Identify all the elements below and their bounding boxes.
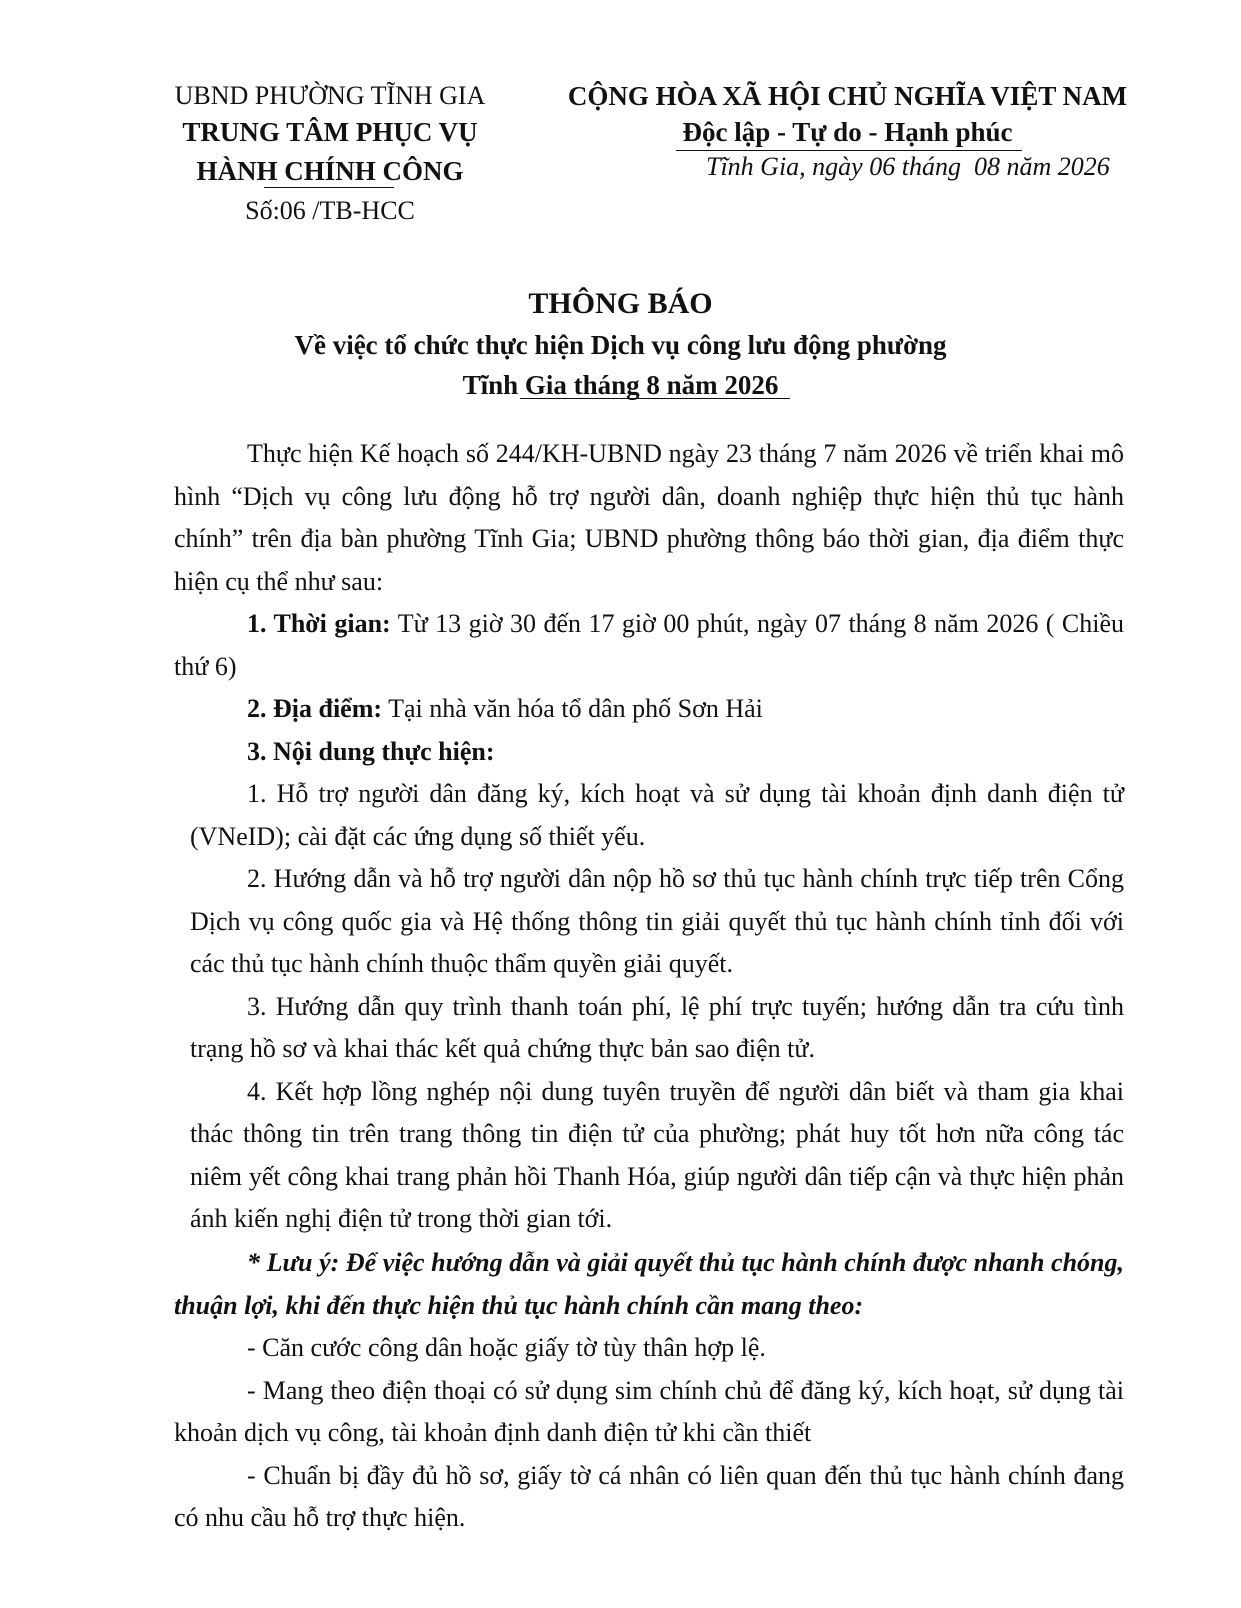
national-title: CỘNG HÒA XÃ HỘI CHỦ NGHĨA VIỆT NAM bbox=[567, 81, 1128, 111]
issuing-unit-line1: TRUNG TÂM PHỤC VỤ bbox=[182, 117, 478, 147]
content-item-2: 2. Hướng dẫn và hỗ trợ người dân nộp hồ sơ thủ tục hành chính trực tiếp trên Cổng Dịch vụ công quốc gia và Hệ thống thông tin giải quyết thủ tục hành chính tỉnh đối với các thủ tục hành chính thuộc thẩm quyền giải quyết. bbox=[190, 864, 1124, 978]
title-underline bbox=[520, 398, 790, 399]
content-item-3: 3. Hướng dẫn quy trình thanh toán phí, lệ phí trực tuyến; hướng dẫn tra cứu tình trạng hồ sơ và khai thác kết quả chứng thực bản sao điện tử. bbox=[190, 991, 1124, 1063]
national-motto: Độc lập - Tự do - Hạnh phúc bbox=[682, 117, 1013, 147]
content-item-1: 1. Hỗ trợ người dân đăng ký, kích hoạt và sử dụng tài khoản định danh điện tử (VNeID); cài đặt các ứng dụng số thiết yếu. bbox=[190, 779, 1124, 851]
requirement-3: - Chuẩn bị đầy đủ hồ sơ, giấy tờ cá nhân có liên quan đến thủ tục hành chính đang có nhu cầu hỗ trợ thực hiện. bbox=[174, 1460, 1124, 1532]
content-items-list bbox=[190, 773, 1124, 1241]
place-paragraph bbox=[174, 688, 1124, 731]
document-heading: THÔNG BÁO bbox=[528, 287, 713, 320]
requirement-2: - Mang theo điện thoại có sử dụng sim chính chủ để đăng ký, kích hoạt, sử dụng tài khoản dịch vụ công, tài khoản định danh điện tử khi cần thiết bbox=[174, 1375, 1124, 1447]
issuing-authority: UBND PHƯỜNG TĨNH GIA bbox=[174, 81, 486, 110]
place-label: 2. Địa điểm: bbox=[247, 694, 383, 723]
document-number: Số:06 /TB-HCC bbox=[245, 196, 415, 225]
content-label: 3. Nội dung thực hiện: bbox=[247, 736, 495, 766]
document-subtitle-line2: Tĩnh Gia tháng 8 năm 2026 bbox=[462, 370, 779, 400]
header-left-underline bbox=[264, 187, 394, 188]
note-paragraph: * Lưu ý: Để việc hướng dẫn và giải quyết thủ tục hành chính được nhanh chóng, thuận lợi, khi đến thực hiện thủ tục hành chính cần mang theo: bbox=[174, 1248, 1124, 1320]
requirement-1: - Căn cước công dân hoặc giấy tờ tùy thân hợp lệ. bbox=[247, 1333, 766, 1362]
time-text: Từ 13 giờ 30 đến 17 giờ 00 phút, ngày 07 tháng 8 năm 2026 ( Chiều thứ 6) bbox=[174, 609, 1125, 681]
time-paragraph bbox=[174, 603, 1124, 688]
content-item-4: 4. Kết hợp lồng nghép nội dung tuyên truyền để người dân biết và tham gia khai thác thông tin trên trang thông tin điện tử của phường; phát huy tốt hơn nữa công tác niêm yết công khai trang phản hồi Thanh Hóa, giúp người dân tiếp cận và thực hiện phản ánh kiến nghị điện tử trong thời gian tới. bbox=[190, 1076, 1124, 1233]
place-and-date: Tĩnh Gia, ngày 06 tháng 08 năm 2026 bbox=[706, 152, 1110, 181]
intro-paragraph: Thực hiện Kế hoạch số 244/KH-UBND ngày 23 tháng 7 năm 2026 về triển khai mô hình “Dịch vụ công lưu động hỗ trợ người dân, doanh nghiệp thực hiện thủ tục hành chính” trên địa bàn phường Tĩnh Gia; UBND phường thông báo thời gian, địa điểm thực hiện cụ thể như sau: bbox=[174, 439, 1124, 596]
note-section bbox=[174, 1242, 1124, 1540]
document-subtitle-line1: Về việc tổ chức thực hiện Dịch vụ công lưu động phường bbox=[294, 330, 947, 360]
place-text: Tại nhà văn hóa tổ dân phố Sơn Hải bbox=[382, 694, 763, 723]
motto-underline bbox=[676, 150, 1022, 151]
issuing-unit-line2: HÀNH CHÍNH CÔNG bbox=[196, 156, 464, 186]
time-label: 1. Thời gian: bbox=[247, 609, 391, 638]
body-intro-section bbox=[174, 433, 1124, 773]
